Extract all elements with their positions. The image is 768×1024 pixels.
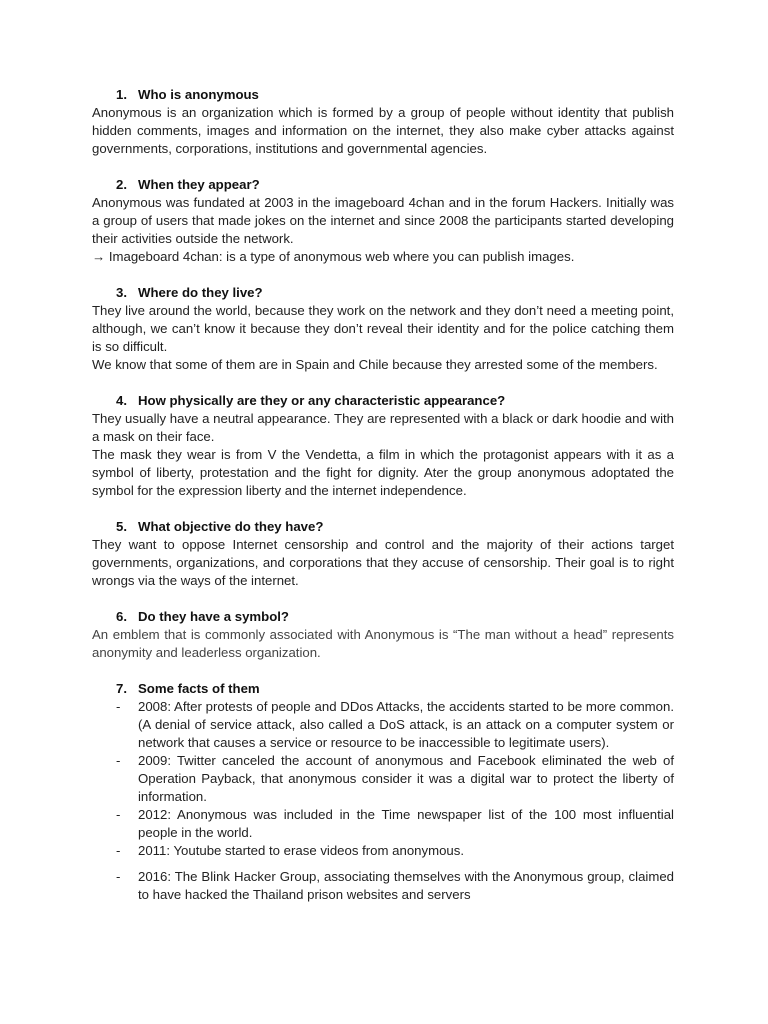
section-title: What objective do they have? — [138, 519, 324, 534]
paragraph: An emblem that is commonly associated with Anonymous is “The man without a head” represents anonymity and leaderless organization. — [92, 627, 674, 660]
fact-text: 2011: Youtube started to erase videos from anonymous. — [138, 843, 464, 858]
section-title: When they appear? — [138, 177, 260, 192]
fact-text: 2008: After protests of people and DDos Attacks, the accidents started to be more common. (A denial of service attack, also called a DoS attack, is an attack on a computer system or network that causes a service or resource to be inaccessible to legitimate users). — [138, 699, 674, 750]
facts-list — [92, 698, 674, 904]
section-heading — [92, 608, 674, 626]
paragraph: The mask they wear is from V the Vendetta, a film in which the protagonist appears with it as a symbol of liberty, protestation and the fight for dignity. Ater the group anonymous adoptated the symbol for the expression liberty and the internet independence. — [92, 447, 674, 498]
section-heading — [92, 284, 674, 302]
section-who-is-anonymous — [92, 86, 674, 158]
section-title: Who is anonymous — [138, 87, 259, 102]
section-heading — [92, 392, 674, 410]
section-where-do-they-live — [92, 284, 674, 374]
paragraph: We know that some of them are in Spain and Chile because they arrested some of the members. — [92, 357, 658, 372]
document-page — [92, 86, 674, 922]
section-number: 7. — [116, 681, 127, 696]
section-symbol — [92, 608, 674, 662]
list-item — [92, 842, 674, 860]
list-item — [92, 752, 674, 806]
section-number: 4. — [116, 393, 127, 408]
bullet-dash: - — [116, 699, 121, 714]
section-heading — [92, 176, 674, 194]
section-when-they-appear — [92, 176, 674, 266]
section-heading — [92, 86, 674, 104]
section-heading — [92, 680, 674, 698]
section-objective — [92, 518, 674, 590]
fact-text: 2016: The Blink Hacker Group, associating themselves with the Anonymous group, claimed to have hacked the Thailand prison websites and servers — [138, 869, 674, 902]
list-item — [92, 868, 674, 904]
section-number: 3. — [116, 285, 127, 300]
fact-text: 2009: Twitter canceled the account of anonymous and Facebook eliminated the web of Operation Payback, that anonymous consider it was a digital war to protect the liberty of information. — [138, 753, 674, 804]
bullet-dash: - — [116, 807, 121, 822]
section-appearance — [92, 392, 674, 500]
arrow-note: → Imageboard 4chan: is a type of anonymous web where you can publish images. — [92, 249, 575, 264]
paragraph: Anonymous is an organization which is formed by a group of people without identity that publish hidden comments, images and information on the internet, they also make cyber attacks against governments, corporations, institutions and governmental agencies. — [92, 105, 674, 156]
section-number: 2. — [116, 177, 127, 192]
paragraph: They live around the world, because they work on the network and they don’t need a meeting point, although, we can’t know it because they don’t reveal their identity and for the police catching them is so difficult. — [92, 303, 674, 354]
section-heading — [92, 518, 674, 536]
section-title: Do they have a symbol? — [138, 609, 289, 624]
section-number: 5. — [116, 519, 127, 534]
section-title: Where do they live? — [138, 285, 263, 300]
section-facts — [92, 680, 674, 904]
paragraph: They want to oppose Internet censorship and control and the majority of their actions target governments, organizations, and corporations that they accuse of censorship. Their goal is to right wrongs via the ways of the internet. — [92, 537, 674, 588]
fact-text: 2012: Anonymous was included in the Time newspaper list of the 100 most influential people in the world. — [138, 807, 674, 840]
paragraph: Anonymous was fundated at 2003 in the imageboard 4chan and in the forum Hackers. Initially was a group of users that made jokes on the internet and since 2008 the participants started developing their activities outside the network. — [92, 195, 674, 246]
paragraph: They usually have a neutral appearance. They are represented with a black or dark hoodie and with a mask on their face. — [92, 411, 674, 444]
section-number: 6. — [116, 609, 127, 624]
list-item — [92, 806, 674, 842]
bullet-dash: - — [116, 869, 121, 884]
bullet-dash: - — [116, 753, 121, 768]
list-item — [92, 698, 674, 752]
section-title: How physically are they or any characteristic appearance? — [138, 393, 506, 408]
section-title: Some facts of them — [138, 681, 260, 696]
section-number: 1. — [116, 87, 127, 102]
bullet-dash: - — [116, 843, 121, 858]
